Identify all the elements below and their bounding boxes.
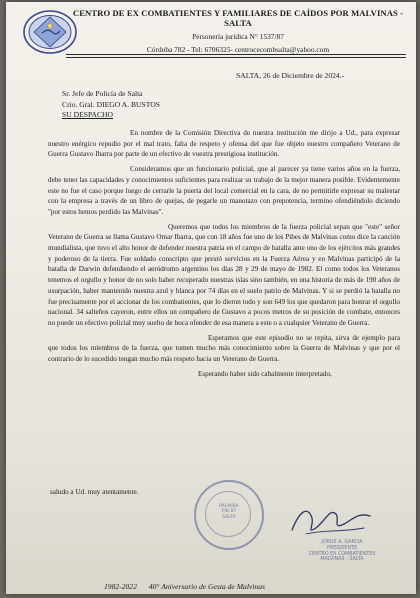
recipient-name: Crio. Gral. DIEGO A. BUSTOS: [62, 99, 160, 109]
salutation: saludo a Ud. muy atentamente.: [50, 488, 139, 496]
signature-stamp: JORGE A. GARCIA PRESIDENTE CENTRO EX COMBATIENTES MALVINAS - SALTA: [308, 540, 376, 563]
paragraph-4: Esperamos que este episodio no se repita, sirva de ejemplo para que todos los miembros de la fuerza, que tomen mucho más conocimiento sobre la Guerra de Malvinas y que por el contrario de lo sucedido tengan mucho más respeto hacia un Veterano de Guerra.: [48, 333, 400, 364]
letter-date: SALTA, 26 de Diciembre de 2024.-: [236, 71, 345, 80]
paragraph-5: Esperando haber sido cabalmente interpretado,: [198, 369, 332, 378]
paragraph-1: En nombre de la Comisión Directiva de nuestra institución me dirijo a Ud., para expresar nuestro enérgico repudio por el mal trato, falta de respeto y ofensa del que fue objeto nuestro compañero Veterano de Guerra Gustavo Ibarra por parte de un efectivo de vuestra prestigiosa institución.: [48, 129, 400, 159]
legal-status: Personería jurídica N° 1537/87: [192, 32, 284, 41]
header-divider: [66, 54, 406, 55]
letter-body: [48, 128, 400, 379]
recipient-office: SU DESPACHO: [62, 110, 113, 119]
organization-name: CENTRO DE EX COMBATIENTES Y FAMILIARES DE CAÍDOS POR MALVINAS - SALTA: [72, 8, 404, 28]
footer: [104, 582, 265, 591]
footer-anniversary: 40° Aniversario de Gesta de Malvinas: [148, 582, 265, 591]
contact-info: Córdoba 782 - Tel: 6706325- centrocecombsalta@yahoo.com: [146, 45, 330, 54]
handwritten-signature: [286, 500, 376, 540]
recipient-title: Sr. Jefe de Policía de Salta: [62, 89, 143, 98]
paragraph-3: Queremos que todos los miembros de la fuerza policial sepan que "este" señor Veterano de Guerra se llama Gustavo Omar Ibarra, que con 18 años fue uno de los Pibes de Malvinas como dice la canción mundialista, que tuvo el alto honor de defender nuestra patria en el campo de batalla ante uno de los ejércitos más grandes y poderoso de la tierra. Fue soldado conscripto que prestó servicios en la Fuerza Aérea y en Malvinas participó de la batalla de Darwin defendiendo el aeródromo argentino los días 28 y 29 de mayo de 1982. El como todos los Veteranos tenemos el orgullo y honor de no solo haber recuperado nuestras islas sino también, en una historia de más de 190 años de usurpación, haber mantenido nuestra azul y blanca por 74 días en el suelo patrio de Malvinas. Y si se perdió la batalla no fue precisamente por el accionar de los combatientes, que lo dieron todo y son 649 los que quedaron para honrar el orgullo nacional. 34 salteños cayeron, entre ellos un compañero de Gustavo a pocos metros de su posición de combate, entonces no puede un efectivo policial muy suelto de boca ofender de esa manera a este o a cualquier Veterano de Guerra.: [48, 222, 400, 327]
recipient-block: [62, 89, 160, 121]
seal-text: PALMIRA PIB 87 SALTA: [219, 504, 239, 520]
institution-seal: [194, 480, 264, 550]
letter-sheet: [6, 2, 416, 594]
letterhead: [68, 8, 408, 54]
paragraph-2: Consideramos que un funcionario policial, que al parecer ya tiene varios años en la fuerza, debe tener las capacidades y conocimientos suficientes para realizar su trabajo de la mejor manera posible. Evidentemente este no fue el caso porque luego de cerrarle la puerta del local comercial en la cara, de no permitirle expresar su malestar con la empresa a través de un libro de quejas, de pegarle un manotazo con prepotencia, termino ofendiéndolo diciendo "por estos hemos perdido las Malvinas".: [48, 165, 400, 216]
header-divider-thin: [66, 57, 406, 58]
footer-years: 1982-2022: [104, 582, 137, 591]
